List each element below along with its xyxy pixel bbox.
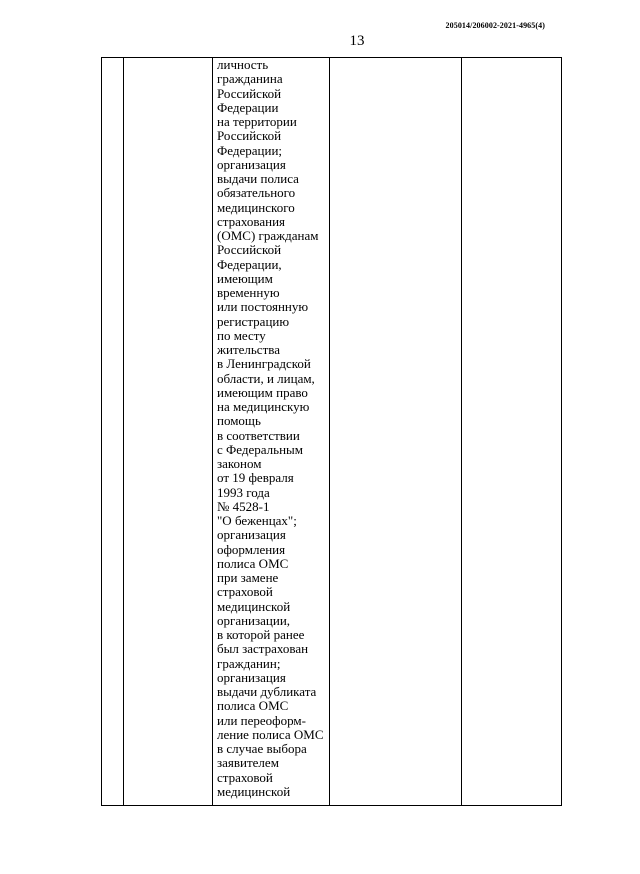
cell-text-line: области, и лицам, xyxy=(217,370,315,386)
table-column-divider xyxy=(212,58,213,805)
cell-text-line: заявителем xyxy=(217,755,279,771)
cell-text-line: полиса ОМС xyxy=(217,555,289,571)
cell-text-line: организация xyxy=(217,527,286,543)
table-column-divider xyxy=(461,58,462,805)
cell-text-line: медицинской xyxy=(217,598,291,614)
cell-text-line: или переоформ- xyxy=(217,712,306,728)
cell-text-line: в которой ранее xyxy=(217,627,305,642)
cell-text-line: на территории xyxy=(217,114,297,129)
cell-text-line: при замене xyxy=(217,570,279,585)
cell-text-line: полиса ОМС xyxy=(217,698,289,714)
cell-text-line: жительства xyxy=(217,342,280,357)
cell-text-line: от 19 февраля xyxy=(217,470,294,486)
cell-text-line: был застрахован xyxy=(217,641,309,657)
cell-text-line: гражданин; xyxy=(217,655,281,671)
cell-text-line: или постоянную xyxy=(217,299,309,315)
cell-text-line: в Ленинградской xyxy=(217,356,311,372)
cell-text-line: с Федеральным xyxy=(217,441,303,457)
cell-text-line: оформления xyxy=(217,541,286,557)
cell-text-line: № 4528-1 xyxy=(217,498,270,514)
cell-text-line: Федерации; xyxy=(217,142,283,158)
cell-text-line: временную xyxy=(217,285,280,300)
table-cell-service-description xyxy=(217,58,329,799)
cell-text-line: "О беженцах"; xyxy=(217,513,297,528)
cell-text-line: Российской xyxy=(217,128,282,144)
cell-text-line: законом xyxy=(217,456,262,471)
cell-text-line: страховой xyxy=(217,769,273,785)
document-id: 205014/206002-2021-4965(4) xyxy=(445,21,545,30)
cell-text-line: гражданина xyxy=(217,71,283,87)
cell-text-line: регистрацию xyxy=(217,313,290,329)
cell-text-line: Федерации, xyxy=(217,256,282,272)
cell-text-line: выдачи полиса xyxy=(217,171,299,186)
cell-text-line: (ОМС) гражданам xyxy=(217,228,319,243)
cell-text-line: в случае выбора xyxy=(217,741,307,756)
table-column-divider xyxy=(123,58,124,805)
cell-text-line: медицинского xyxy=(217,199,295,215)
cell-text-line: Российской xyxy=(217,242,282,258)
document-table xyxy=(101,57,562,806)
cell-text-line: обязательного xyxy=(217,185,296,201)
cell-text-line: страховой xyxy=(217,584,273,600)
cell-text-line: Российской xyxy=(217,85,282,101)
cell-text-line: помощь xyxy=(217,413,261,429)
cell-text-line: организации, xyxy=(217,612,291,628)
cell-text-line: по месту xyxy=(217,327,266,343)
cell-text-line: организация xyxy=(217,156,286,172)
cell-text-line: страхования xyxy=(217,213,286,229)
cell-text-line: выдачи дубликата xyxy=(217,684,317,699)
page-number: 13 xyxy=(349,33,365,49)
cell-text-line: в соответствии xyxy=(217,427,300,443)
cell-text-line: на медицинскую xyxy=(217,399,310,414)
cell-text-line: личность xyxy=(217,57,269,72)
table-column-divider xyxy=(329,58,330,805)
cell-text-line: Федерации xyxy=(217,99,279,115)
cell-text-line: имеющим xyxy=(217,270,273,286)
cell-text-line: медицинской xyxy=(217,783,291,799)
cell-text-line: 1993 года xyxy=(217,484,270,500)
cell-text-line: ление полиса ОМС xyxy=(217,726,324,742)
cell-text-line: имеющим право xyxy=(217,384,308,400)
cell-text-line: организация xyxy=(217,669,286,685)
